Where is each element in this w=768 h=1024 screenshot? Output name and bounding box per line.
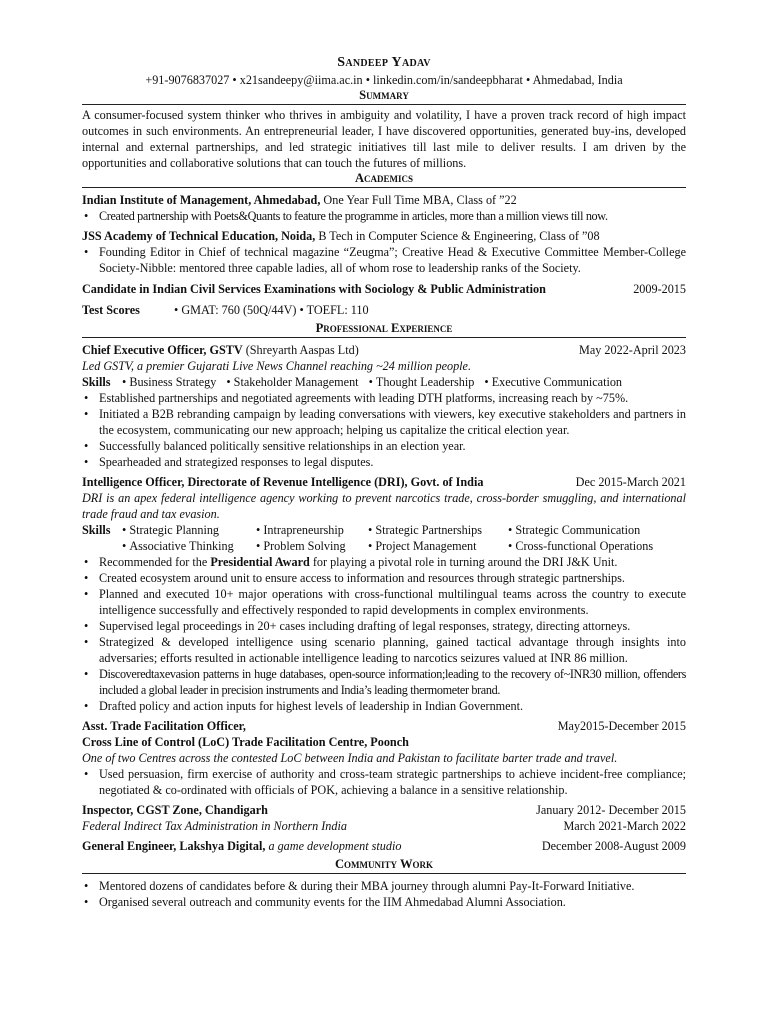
job-trade-bullets [82, 766, 686, 798]
list-item: • Discoveredtaxevasion patterns in huge databases, open-source information;leading to the recovery of~INR30 million, offenders included a global leader in precision instruments and India’s leading thermometer brand. [82, 666, 686, 698]
job-dri-skills [82, 522, 686, 554]
edu-jss-bullets [82, 244, 686, 276]
job-lakshya-role: General Engineer, Lakshya Digital, [82, 839, 266, 853]
skill-item: • Business Strategy [122, 375, 216, 389]
edu-jss-degree: B Tech in Computer Science & Engineering, Class of ”08 [318, 229, 600, 243]
job-dri-dates: Dec 2015-March 2021 [575, 475, 686, 489]
job-dri-bullets [82, 554, 686, 714]
edu-civil-dates: 2009-2015 [633, 282, 686, 296]
skill-item: • Strategic Communication [508, 522, 686, 538]
job-lakshya-desc: a game development studio [268, 839, 402, 853]
skill-item: • Associative Thinking [122, 538, 256, 554]
edu-jss-school: JSS Academy of Technical Education, Noida, [82, 229, 316, 243]
contact-line: +91-9076837027 • x21sandeepy@iima.ac.in • linkedin.com/in/sandeepbharat • Ahmedabad, India [145, 73, 623, 87]
job-trade-desc: One of two Centres across the contested LoC between India and Pakistan to facilitate barter trade and travel. [82, 751, 618, 765]
list-item: • Drafted policy and action inputs for highest levels of leadership in Indian Government. [82, 698, 686, 714]
summary-text: A consumer-focused system thinker who thrives in ambiguity and volatility, I have a proven track record of high impact outcomes in such environments. An entrepreneurial leader, I have discovered opportunities, generated buy-ins, developed internal and external partnerships, and led strategic initiatives till last mile to deliver results. I am driven by the opportunities and collaborative solutions that can touch the futures of millions. [82, 108, 686, 170]
test-scores-label: Test Scores [82, 303, 140, 317]
edu-iim-bullets [82, 208, 686, 224]
job-ceo-bullets [82, 390, 686, 470]
skill-item: • Strategic Planning [122, 522, 256, 538]
experience-heading: Professional Experience [82, 321, 686, 338]
job-cgst-sub [82, 818, 686, 834]
academics-heading: Academics [82, 171, 686, 188]
list-item: • Founding Editor in Chief of technical magazine “Zeugma”; Creative Head & Executive Committee Member-College Society-Nibble: mentored three capable ladies, all of whom rose to leadership ranks of the Society. [82, 244, 686, 276]
test-scores [82, 302, 686, 318]
skill-item: • Executive Communication [484, 375, 622, 389]
job-dri-desc: DRI is an apex federal intelligence agency working to prevent narcotics trade, cross-border smuggling, and international trade fraud and tax evasion. [82, 491, 686, 521]
job-trade-role: Asst. Trade Facilitation Officer, [82, 719, 246, 733]
skill-item: • Cross-functional Operations [508, 538, 686, 554]
job-trade-header [82, 718, 686, 734]
award-name: Presidential Award [210, 555, 310, 569]
summary-heading: Summary [82, 88, 686, 105]
job-cgst-header [82, 802, 686, 818]
job-ceo-desc: Led GSTV, a premier Gujarati Live News Channel reaching ~24 million people. [82, 359, 472, 373]
skills-label: Skills [82, 523, 111, 537]
skill-item: • Intrapreneurship [256, 522, 368, 538]
edu-iim-degree: One Year Full Time MBA, Class of ”22 [323, 193, 517, 207]
test-scores-value: • GMAT: 760 (50Q/44V) • TOEFL: 110 [174, 303, 369, 317]
community-heading: Community Work [82, 857, 686, 874]
job-cgst-dates1: January 2012- December 2015 [536, 803, 686, 817]
edu-civil [82, 281, 686, 297]
edu-iim [82, 192, 686, 208]
list-item: • Created ecosystem around unit to ensure access to information and resources through strategic partnerships. [82, 570, 686, 586]
list-item: • Spearheaded and strategized responses to legal disputes. [82, 454, 686, 470]
job-lakshya-header [82, 838, 686, 854]
job-ceo-dates: May 2022-April 2023 [579, 343, 686, 357]
community-bullets [82, 878, 686, 910]
skill-item: • Stakeholder Management [226, 375, 358, 389]
job-cgst-role: Inspector, CGST Zone, Chandigarh [82, 803, 268, 817]
candidate-name: Sandeep Yadav [337, 55, 431, 70]
skill-item: • Strategic Partnerships [368, 522, 508, 538]
list-item: • Established partnerships and negotiated agreements with leading DTH platforms, increasing reach by ~75%. [82, 390, 686, 406]
list-item: • Strategized & developed intelligence using scenario planning, gained tactical advantage through insights into adversaries; efforts resulted in actionable intelligence leading to narcotics seizures valued at INR 86 million. [82, 634, 686, 666]
job-dri-role: Intelligence Officer, Directorate of Revenue Intelligence (DRI), Govt. of India [82, 475, 484, 489]
list-item: • Initiated a B2B rebranding campaign by leading conversations with viewers, key executive stakeholders and partners in the ecosystem, communicating our new approach; helping us capitalize the critical election year. [82, 406, 686, 438]
list-item: • Organised several outreach and community events for the IIM Ahmedabad Alumni Association. [82, 894, 686, 910]
job-ceo-role: Chief Executive Officer, GSTV [82, 343, 243, 357]
edu-iim-school: Indian Institute of Management, Ahmedabad, [82, 193, 321, 207]
job-dri-header [82, 474, 686, 490]
skill-item: • Problem Solving [256, 538, 368, 554]
skill-item: • Thought Leadership [369, 375, 475, 389]
job-lakshya-dates: December 2008-August 2009 [541, 839, 686, 853]
skills-label: Skills [82, 375, 111, 389]
job-cgst-desc: Federal Indirect Tax Administration in Northern India [82, 819, 347, 833]
list-item: • Planned and executed 10+ major operations with cross-functional multilingual teams across the country to execute intelligence successfully and effectively responded to rapid developments in complex environments. [82, 586, 686, 618]
edu-jss [82, 228, 686, 244]
list-item: • Recommended for the Presidential Award for playing a pivotal role in turning around the DRI J&K Unit. [82, 554, 686, 570]
job-ceo-skills [82, 374, 686, 390]
skill-item: • Project Management [368, 538, 508, 554]
list-item: • Used persuasion, firm exercise of authority and cross-team strategic partnerships to achieve incident-free compliance; negotiated & co-ordinated with officials of POK, achieving a balance in a sensitive relationship. [82, 766, 686, 798]
list-item: • Successfully balanced politically sensitive relationships in an election year. [82, 438, 686, 454]
list-item: • Mentored dozens of candidates before & during their MBA journey through alumni Pay-It-Forward Initiative. [82, 878, 686, 894]
job-trade-dates: May2015-December 2015 [557, 719, 686, 733]
job-ceo-header [82, 342, 686, 358]
job-cgst-dates2: March 2021-March 2022 [563, 819, 686, 833]
list-item: • Supervised legal proceedings in 20+ cases including drafting of legal responses, strategy, directing attorneys. [82, 618, 686, 634]
edu-civil-text: Candidate in Indian Civil Services Examinations with Sociology & Public Administration [82, 282, 546, 296]
job-ceo-org: (Shreyarth Aaspas Ltd) [245, 343, 359, 357]
job-trade-org: Cross Line of Control (LoC) Trade Facilitation Centre, Poonch [82, 735, 409, 749]
list-item: • Created partnership with Poets&Quants to feature the programme in articles, more than a million views till now. [82, 208, 686, 224]
